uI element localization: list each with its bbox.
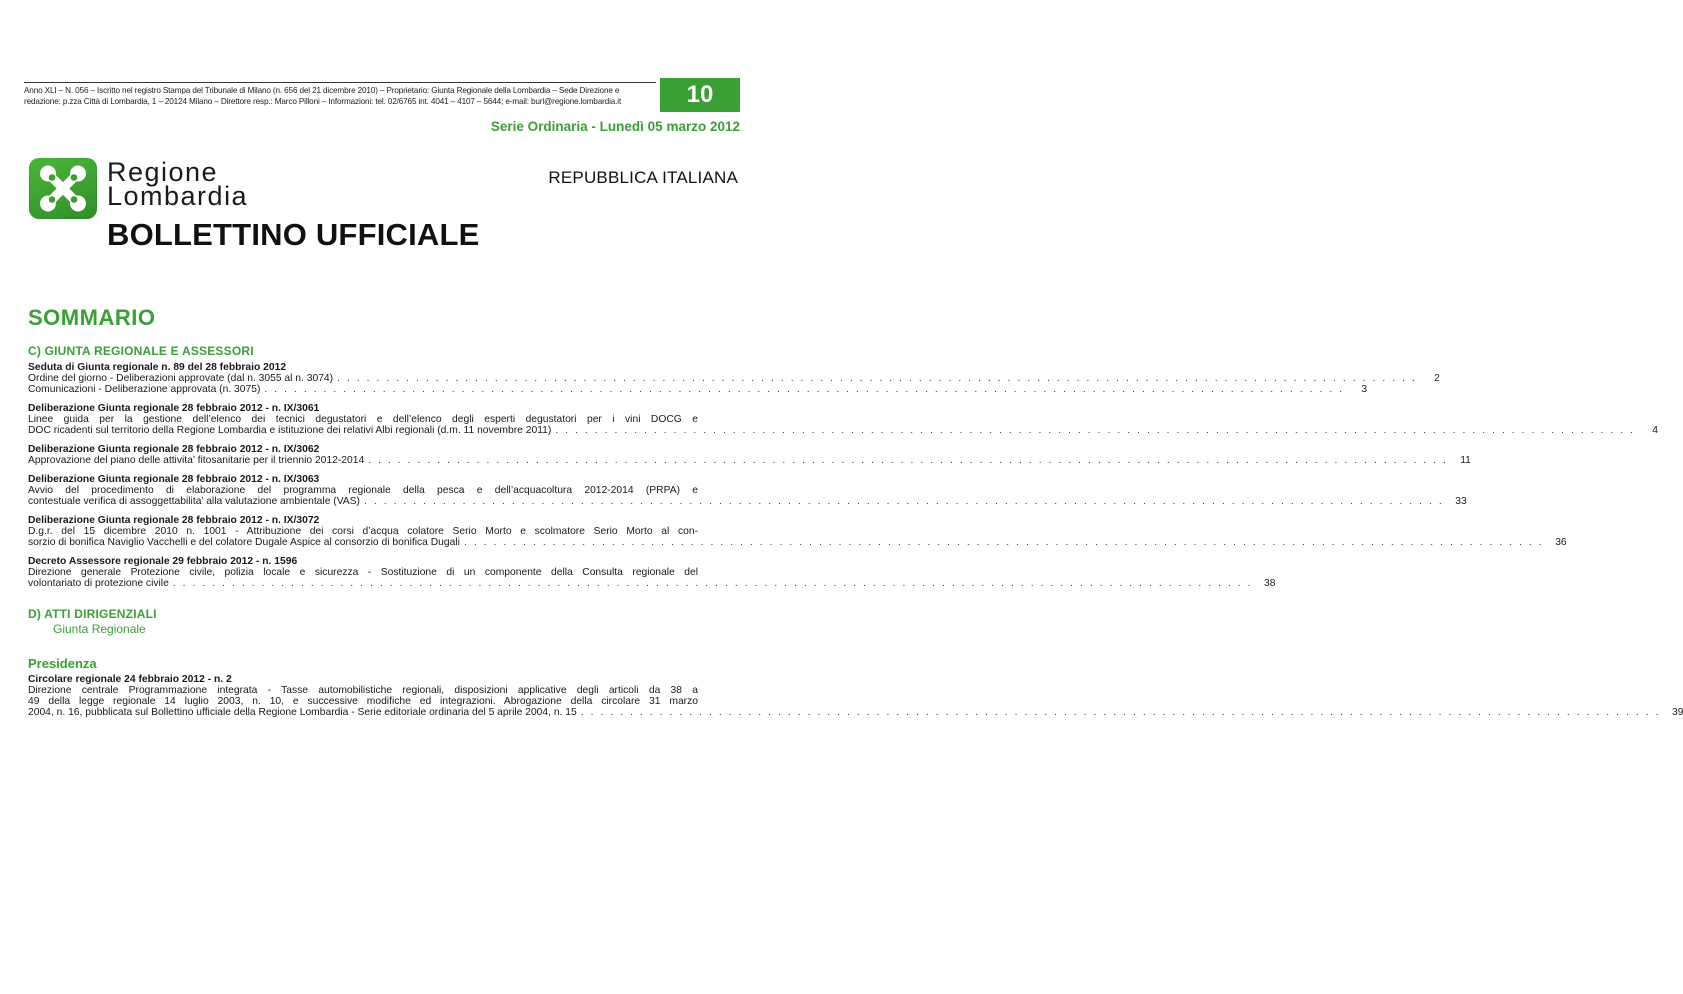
page-number: 33	[1455, 496, 1467, 507]
serie-date: Serie Ordinaria - Lunedì 05 marzo 2012	[490, 119, 740, 134]
dot-leader: ..............................................................................................................	[463, 537, 1549, 548]
entry-text: 2004, n. 16, pubblicata sul Bollettino ufficiale della Regione Lombardia - Serie editoriale ordinaria del 5 aprile 2004, n. 15	[28, 707, 577, 718]
entry-line	[28, 455, 1471, 466]
entry-title: Deliberazione Giunta regionale 28 febbraio 2012 - n. IX/3062	[28, 444, 320, 455]
toc-entry	[28, 515, 1567, 548]
entry-text: contestuale verifica di assoggettabilita’ alla valutazione ambientale (VAS)	[28, 496, 360, 507]
entry-text: Direzione generale Protezione civile, polizia locale e sicurezza - Sostituzione di un componente della Consulta regionale del	[28, 567, 698, 578]
brand-name	[107, 157, 249, 211]
dot-leader: ..............................................................................................................	[580, 707, 1666, 718]
dot-leader: ..............................................................................................................	[555, 425, 1641, 436]
entry-title: Circolare regionale 24 febbraio 2012 - n. 2	[28, 674, 232, 685]
entry-title: Deliberazione Giunta regionale 28 febbraio 2012 - n. IX/3061	[28, 403, 320, 414]
toc-entry	[28, 403, 1659, 436]
republic-label: REPUBBLICA ITALIANA	[548, 168, 738, 187]
dot-leader: ..............................................................................................................	[172, 578, 1258, 589]
entry-title: Seduta di Giunta regionale n. 89 del 28 febbraio 2012	[28, 362, 287, 373]
page-number: 39	[1672, 707, 1683, 718]
brand-line-lombardia: Lombardia	[107, 181, 249, 211]
entry-line	[28, 373, 1440, 384]
masthead-line-1: Anno XLI – N. 056 – Iscritto nel registro Stampa del Tribunale di Milano (n. 656 del 21 dicembre 2010) – Proprietario: Giunta Regionale della Lombardia – Sede Direzione e	[24, 86, 620, 95]
summary-heading: SOMMARIO	[28, 305, 156, 330]
entry-line	[28, 384, 1368, 395]
dot-leader: ..............................................................................................................	[363, 496, 1449, 507]
header-rule	[24, 82, 656, 83]
dot-leader: ..............................................................................................................	[264, 384, 1350, 395]
entry-line	[28, 707, 1683, 718]
entry-text: Comunicazioni - Deliberazione approvata (n. 3075)	[28, 384, 261, 395]
entry-text: Linee guida per la gestione dell’elenco dei tecnici degustatori e dell’elenco degli esperti degustatori per i vini DOCG e	[28, 414, 698, 425]
entry-text: volontariato di protezione civile	[28, 578, 169, 589]
entry-text: Approvazione del piano delle attivita’ fitosanitarie per il triennio 2012-2014	[28, 455, 365, 466]
dot-leader: ..............................................................................................................	[337, 373, 1422, 384]
table-of-contents	[28, 344, 1683, 718]
entry-text: 49 della legge regionale 14 luglio 2003, n. 10, e successive modifiche ed integrazioni. Abrogazione della circolare 31 marzo	[28, 696, 698, 707]
page-number: 2	[1434, 373, 1440, 384]
publication-title: BOLLETTINO UFFICIALE	[107, 217, 480, 252]
section-d-heading: D) ATTI DIRIGENZIALI	[28, 607, 157, 621]
page-number: 36	[1555, 537, 1567, 548]
page-number: 3	[1361, 384, 1368, 395]
toc-entry	[28, 674, 1683, 718]
toc-entry	[28, 556, 1276, 589]
entry-text: Ordine del giorno - Deliberazioni approvate (dal n. 3055 al n. 3074)	[28, 373, 334, 384]
toc-entry	[28, 474, 1467, 507]
entry-title: Decreto Assessore regionale 29 febbraio 2012 - n. 1596	[28, 556, 298, 567]
entry-text: D.g.r. del 15 dicembre 2010 n. 1001 - Attribuzione dei corsi d’acqua colatore Serio Morto e scolmatore Serio Morto al con-	[28, 526, 698, 537]
section-d-subheading: Giunta Regionale	[53, 622, 146, 636]
entry-line	[28, 496, 1467, 507]
dot-leader: ..............................................................................................................	[368, 455, 1453, 466]
brand-line-regione: Regione	[107, 157, 219, 187]
entry-line	[28, 537, 1567, 548]
entry-text: Avvio del procedimento di elaborazione del programma regionale della pesca e dell’acquacoltura 2012-2014 (PRPA) e	[28, 485, 698, 496]
entry-title: Deliberazione Giunta regionale 28 febbraio 2012 - n. IX/3072	[28, 515, 320, 526]
entry-text: Direzione centrale Programmazione integrata - Tasse automobilistiche regionali, disposizioni applicative degli articoli da 38 a	[28, 685, 698, 696]
toc-entry	[28, 362, 1440, 395]
lombardy-rose-icon	[29, 158, 97, 219]
section-c-heading: C) GIUNTA REGIONALE E ASSESSORI	[28, 344, 254, 358]
issue-number-badge: 10	[660, 78, 740, 112]
masthead-line-2: redazione: p.zza Città di Lombardia, 1 – 20124 Milano – Direttore resp.: Marco Pilloni – Informazioni: tel. 02/6765 int. 4041 – 4107 – 5644; e-mail: burl@regione.lombardia.it	[24, 96, 622, 106]
page-number: 4	[1652, 425, 1659, 436]
masthead-info	[24, 86, 664, 107]
page-number: 38	[1264, 578, 1276, 589]
entry-title: Deliberazione Giunta regionale 28 febbraio 2012 - n. IX/3063	[28, 474, 320, 485]
group-presidenza: Presidenza	[28, 656, 97, 671]
toc-entry	[28, 444, 1471, 466]
entry-line	[28, 425, 1659, 436]
entry-text: sorzio di bonifica Naviglio Vacchelli e del colatore Dugale Aspice al consorzio di bonifica Dugali	[28, 537, 460, 548]
entry-line	[28, 578, 1276, 589]
page-number: 11	[1460, 455, 1471, 466]
entry-text: DOC ricadenti sul territorio della Regione Lombardia e istituzione dei relativi Albi regionali (d.m. 11 novembre 2011)	[28, 425, 552, 436]
